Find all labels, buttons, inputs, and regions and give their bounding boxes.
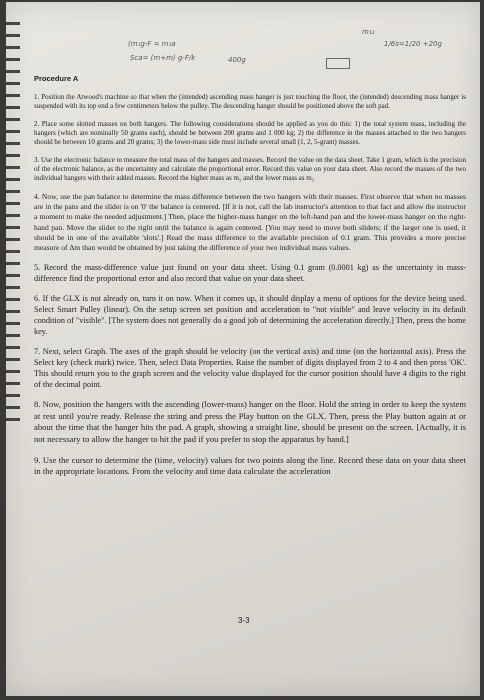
handwritten-note: m₁₂ xyxy=(362,28,375,36)
handwritten-note: 1/6s=1/20 +20g xyxy=(384,40,442,48)
procedure-step-7: 7. Next, select Graph. The axes of the graph should be velocity (on the vertical axis) and time (on the horizontal axis). Press the Select key (check mark) twice. Then, select Data Properties. Raise the number of digits displayed from 2 to 4 and then press 'OK'. This should return you to the graph screen and the velocity value displayed for the cursor position should have 4 digits to the right of the decimal point. xyxy=(34,347,466,390)
procedure-step-2: 2. Place some slotted masses on both hangers. The following considerations should be applied as you do this: 1) the total system mass, including the hangers (which are nominally 50 grams each), should be between 200 grams and 1 000 kg; 2) the difference in the masses attached to the two hangers should be between 10 grams and 20 grams; 3) the lower-mass side must include several small (1, 2, 5-gram) masses. xyxy=(34,120,466,146)
procedure-step-5: 5. Record the mass-difference value just found on your data sheet. Using 0.1 gram (0.0001 kg) as the uncertainty in mass-difference find the proportional error and also record that value on your data sheet. xyxy=(34,263,466,284)
procedure-heading: Procedure A xyxy=(34,74,79,83)
procedure-step-1: 1. Position the Atwood's machine so that when the (intended) ascending mass hanger is just touching the floor, the (intended) descending mass hanger is suspended with its top end a few centimeters below the pulley. The descending hanger should be positioned above the soft pad. xyxy=(34,93,466,110)
handwritten-note: (m₁g-F = m₁a xyxy=(128,40,176,48)
procedure-step-6: 6. If the GLX is not already on, turn it on now. When it comes up, it should display a menu of options for the device being used. Select Smart Pulley (linear). On the setup screen set position and acceleration to "not visible" and leave velocity in its default condition of "visible". [The system does not generally do a good job of determining the acceleration directly.] Then, press the home key. xyxy=(34,294,466,337)
handwritten-note: Sca= (m+m) g-F/k xyxy=(130,54,196,62)
page-number: 3-3 xyxy=(238,616,250,625)
procedure-step-8: 8. Now, position the hangers with the ascending (lower-mass) hanger on the floor. Hold the string in order to keep the system at rest until you're ready. Release the string and press the Play button on the GLX. Then, press the Play button again at or about the time that the hanger hits the pad. A graph, showing a straight line, should be present on the screen. [Actually, it is not necessary to allow the hanger to hit the pad if you prefer to stop the apparatus by hand.] xyxy=(34,399,466,444)
handwritten-note: 400g xyxy=(228,56,246,64)
procedure-section xyxy=(26,74,466,487)
notebook-spiral xyxy=(6,22,20,422)
procedure-step-9: 9. Use the cursor to determine the (time, velocity) values for two points along the line. Record these data on your data sheet in the appropriate locations. From the velocity and time data calculate the acceleration xyxy=(34,454,466,477)
procedure-step-4: 4. Now, use the pan balance to determine the mass difference between the two hangers with their masses. First observe that when no masses are in the pans and the slider is on '0' the balance is centered. [If it is not, call the lab instructor's attention to that fact and allow the instructor a moment to make the needed adjustment.] Then, place the higher-mass hanger on the left-hand pan and the lower-mass hanger on the right-hand pan. Move the slider to the right until the balance is again centered. [You may need to move both sliders; if the larger one is used, it should be in one of the available 'slots'.] Read the mass difference to the available precision of 0.1 gram. This provides a more precise measure of Δm than would be obtained by just taking the difference of your two individual mass values. xyxy=(34,192,466,253)
handwritten-box-sketch xyxy=(326,58,350,69)
document-page xyxy=(6,2,480,696)
procedure-step-3: 3. Use the electronic balance to measure the total mass of the hangers and masses. Record the value on the data sheet. Take 1 gram, which is the precision of the electronic balance, as the uncertainty and calculate the proportional error. Record this value on your data sheet. Also record the masses of the two individual hangers with their added masses. Record the higher mass as m₁ and the lower mass as m₂ xyxy=(34,156,466,182)
